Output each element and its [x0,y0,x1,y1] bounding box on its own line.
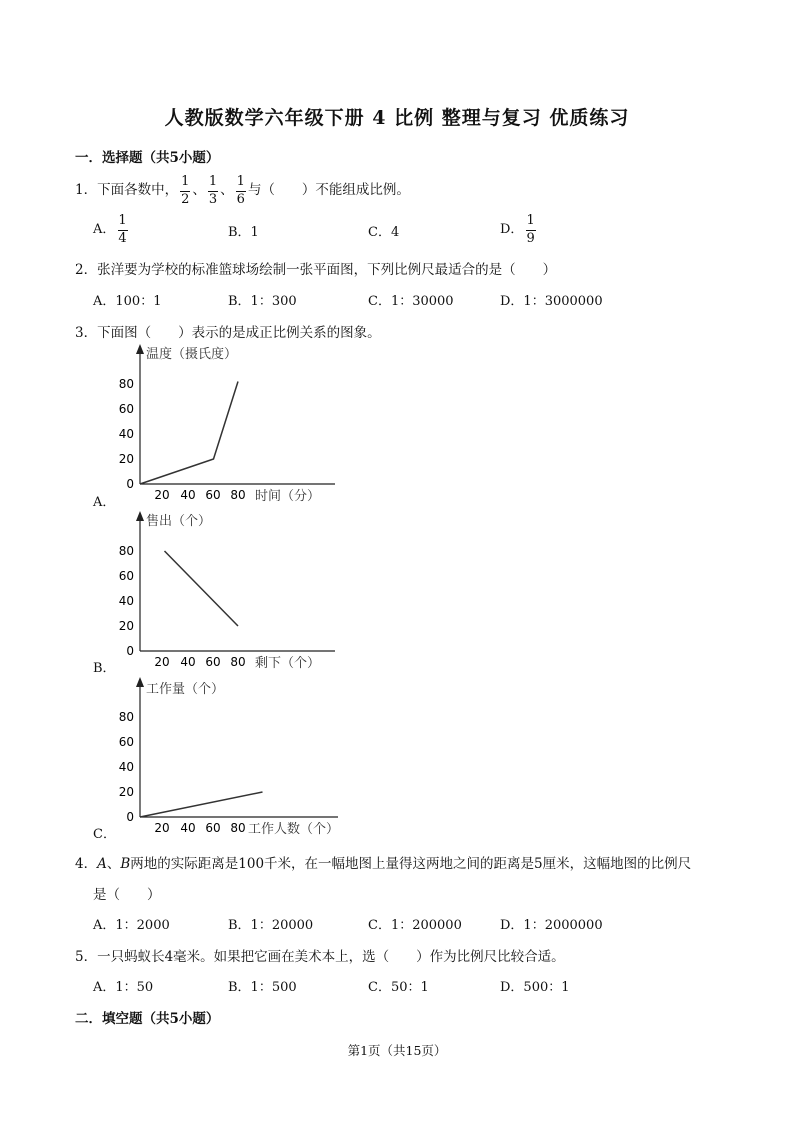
q4-point-b: B [120,856,131,872]
question-3: 3．下面图（ ）表示的是成正比例关系的图象。 [75,325,381,341]
q4-option-d[interactable]: D．1：2000000 [500,918,603,933]
frac-denominator: 3 [208,191,218,207]
x-tick: 80 [230,821,246,835]
data-line [165,551,239,626]
frac-numerator: 1 [118,212,127,228]
y-tick: 20 [118,785,134,799]
frac-denominator: 9 [526,230,535,246]
q1-post: 与（ ）不能组成比例。 [247,182,410,198]
y-axis-label: 温度（摄氏度） [146,347,238,362]
q5-option-d[interactable]: D．500：1 [500,980,570,995]
y-axis-arrow [136,344,144,354]
y-tick: 40 [118,760,134,774]
q2-option-a[interactable]: A．100：1 [93,294,162,309]
q1-fraction-3 [235,175,247,207]
y-tick: 60 [118,735,134,749]
y-axis-arrow [136,511,144,521]
x-tick: 80 [230,488,246,502]
y-tick: 40 [118,427,134,441]
q1-option-a-fraction [116,214,128,246]
x-tick: 20 [154,488,170,502]
question-4-line-1 [75,852,691,872]
data-line [140,792,263,817]
q2-option-b[interactable]: B．1：300 [228,294,297,309]
q1-fraction-1 [179,175,191,207]
frac-numerator: 1 [208,173,218,189]
question-5: 5．一只蚂蚁长4毫米。如果把它画在美术本上，选（ ）作为比例尺比较合适。 [75,949,565,965]
q4-option-a[interactable]: A．1：2000 [93,918,170,933]
data-line [140,382,238,485]
q5-option-c[interactable]: C．50：1 [368,980,429,995]
section-heading-fill-in: 二．填空题（共5小题） [75,1011,220,1027]
q1-separator: 、 [220,182,234,198]
x-tick: 60 [205,655,221,669]
option-label: D． [500,222,524,237]
x-tick: 60 [205,488,221,502]
x-tick: 40 [180,655,196,669]
q4-separator: 、 [106,856,121,872]
q2-option-d[interactable]: D．1：3000000 [500,294,603,309]
q3-graph-a [110,340,350,506]
x-axis-label: 时间（分） [255,489,321,504]
y-axis-label: 工作量（个） [146,682,225,697]
q4-option-c[interactable]: C．1：200000 [368,918,462,933]
y-tick: 0 [126,810,134,824]
option-label: A． [93,222,116,237]
page-footer: 第1页（共15页） [347,1043,447,1058]
frac-denominator: 4 [118,230,127,246]
x-tick: 20 [154,655,170,669]
q4-text: 两地的实际距离是100千米，在一幅地图上量得这两地之间的距离是5厘米，这幅地图的比例尺 [130,856,692,872]
y-tick: 20 [118,452,134,466]
y-axis-label: 售出（个） [146,514,212,529]
q3-graph-c [110,673,360,839]
y-tick: 20 [118,619,134,633]
q3-option-c[interactable]: C． [93,827,116,842]
q4-number: 4． [75,856,98,872]
y-tick: 80 [118,377,134,391]
x-axis-label: 剩下（个） [255,656,321,671]
x-tick: 20 [154,821,170,835]
x-tick: 40 [180,821,196,835]
q5-option-b[interactable]: B．1：500 [228,980,297,995]
section-heading-choice: 一．选择题（共5小题） [75,150,220,166]
q1-option-d-fraction [524,214,536,246]
q1-pre: 下面各数中， [97,182,179,198]
q1-number: 1． [75,182,98,198]
frac-numerator: 1 [236,173,245,189]
q2-option-c[interactable]: C．1：30000 [368,294,454,309]
q1-option-c[interactable]: C．4 [368,225,400,240]
question-4-line-2: 是（ ） [93,887,161,903]
y-tick: 60 [118,569,134,583]
q1-fraction-2 [207,175,219,207]
q1-option-d[interactable] [500,213,538,247]
x-tick: 80 [230,655,246,669]
q3-graph-b [110,507,350,673]
question-2: 2．张洋要为学校的标准篮球场绘制一张平面图，下列比例尺最适合的是（ ） [75,262,557,278]
x-axis-label: 工作人数（个） [248,822,340,837]
q1-option-b[interactable]: B．1 [228,225,259,240]
frac-numerator: 1 [181,173,190,189]
y-tick: 80 [118,544,134,558]
q3-option-b[interactable]: B． [93,661,116,676]
q1-option-a[interactable] [93,213,130,247]
y-axis-arrow [136,677,144,687]
y-tick: 0 [126,644,134,658]
q3-option-a[interactable]: A． [93,495,116,510]
frac-denominator: 6 [236,191,245,207]
q5-option-a[interactable]: A．1：50 [93,980,154,995]
page-title: 人教版数学六年级下册 4 比例 整理与复习 优质练习 [164,107,630,129]
x-tick: 40 [180,488,196,502]
q4-point-a: A [97,856,107,872]
q4-option-b[interactable]: B．1：20000 [228,918,314,933]
q1-separator: 、 [192,182,206,198]
frac-numerator: 1 [526,212,535,228]
frac-denominator: 2 [181,191,190,207]
question-1 [75,173,410,207]
y-tick: 0 [126,477,134,491]
y-tick: 40 [118,594,134,608]
y-tick: 80 [118,710,134,724]
x-tick: 60 [205,821,221,835]
y-tick: 60 [118,402,134,416]
